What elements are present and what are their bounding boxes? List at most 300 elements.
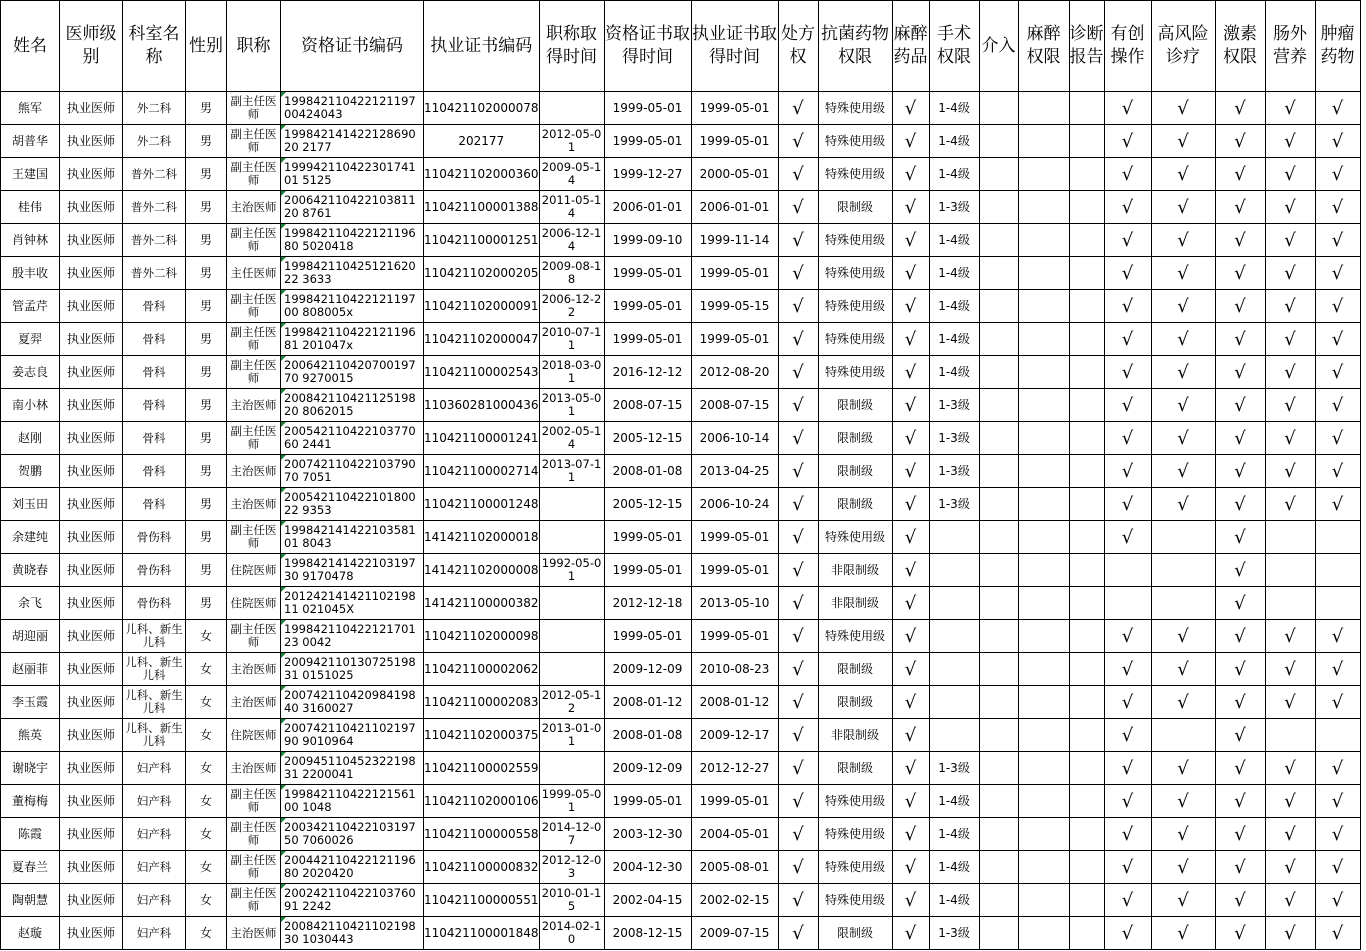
cell-parenteral: √ <box>1265 620 1315 653</box>
cell-rx: √ <box>778 290 818 323</box>
cell-invasive: √ <box>1104 686 1151 719</box>
cell-dept: 骨科 <box>123 290 186 323</box>
column-header-intervention: 介入 <box>979 1 1018 92</box>
cell-surgery <box>929 686 979 719</box>
cell-lic-date: 1999-11-14 <box>691 224 778 257</box>
cell-lic-date: 2008-07-15 <box>691 389 778 422</box>
cell-name: 陶朝慧 <box>1 884 60 917</box>
cell-invasive: √ <box>1104 191 1151 224</box>
cell-lic-date: 2012-08-20 <box>691 356 778 389</box>
cell-abx: 特殊使用级 <box>818 521 892 554</box>
cell-invasive: √ <box>1104 653 1151 686</box>
cell-sex: 女 <box>186 917 227 950</box>
cell-diag <box>1069 422 1104 455</box>
cell-title: 主任医师 <box>227 257 281 290</box>
cell-cert-date: 1999-05-01 <box>604 521 691 554</box>
cell-abx: 特殊使用级 <box>818 884 892 917</box>
cell-hormone: √ <box>1215 455 1265 488</box>
cell-title-date: 2006-12-14 <box>539 224 604 257</box>
cell-surgery: 1-4级 <box>929 818 979 851</box>
cell-anes-drug: √ <box>892 554 929 587</box>
column-header-hormone: 激素权限 <box>1215 1 1265 92</box>
cell-tumor: √ <box>1315 323 1360 356</box>
cell-diag <box>1069 356 1104 389</box>
cell-rx: √ <box>778 158 818 191</box>
cell-anes-drug: √ <box>892 752 929 785</box>
cell-rx: √ <box>778 488 818 521</box>
cell-dept: 骨科 <box>123 455 186 488</box>
cell-invasive: √ <box>1104 719 1151 752</box>
cell-diag <box>1069 488 1104 521</box>
cell-cert: 20084211042110219830 1030443 <box>281 917 424 950</box>
table-row <box>1 224 1361 257</box>
cell-hormone: √ <box>1215 785 1265 818</box>
table-row <box>1 257 1361 290</box>
cell-anes <box>1018 686 1069 719</box>
cell-parenteral: √ <box>1265 818 1315 851</box>
cell-diag <box>1069 818 1104 851</box>
cell-tumor: √ <box>1315 884 1360 917</box>
cell-highrisk: √ <box>1151 488 1215 521</box>
cell-cert-date: 2008-01-12 <box>604 686 691 719</box>
cell-highrisk: √ <box>1151 389 1215 422</box>
cell-diag <box>1069 521 1104 554</box>
cell-anes-drug: √ <box>892 92 929 125</box>
cell-anes-drug: √ <box>892 653 929 686</box>
cell-abx: 特殊使用级 <box>818 125 892 158</box>
cell-title: 主治医师 <box>227 917 281 950</box>
cell-anes-drug: √ <box>892 488 929 521</box>
cell-lic-date: 2013-05-10 <box>691 587 778 620</box>
cell-level: 执业医师 <box>60 752 123 785</box>
cell-invasive: √ <box>1104 917 1151 950</box>
cell-intervention <box>979 389 1018 422</box>
cell-title-date: 2009-08-18 <box>539 257 604 290</box>
cell-hormone: √ <box>1215 653 1265 686</box>
cell-highrisk: √ <box>1151 620 1215 653</box>
cell-cert: 20084211042112519820 8062015 <box>281 389 424 422</box>
cell-title-date: 2010-07-11 <box>539 323 604 356</box>
cell-lic-date: 2005-08-01 <box>691 851 778 884</box>
column-header-tumor: 肿瘤药物 <box>1315 1 1360 92</box>
cell-anes-drug: √ <box>892 158 929 191</box>
cell-tumor: √ <box>1315 785 1360 818</box>
cell-cert: 20074211042098419840 3160027 <box>281 686 424 719</box>
cell-cert: 20064211042070019770 9270015 <box>281 356 424 389</box>
cell-anes <box>1018 422 1069 455</box>
cell-abx: 非限制级 <box>818 554 892 587</box>
cell-diag <box>1069 719 1104 752</box>
cell-rx: √ <box>778 686 818 719</box>
cell-highrisk: √ <box>1151 290 1215 323</box>
cell-highrisk: √ <box>1151 785 1215 818</box>
cell-cert: 19984211042212119681 201047x <box>281 323 424 356</box>
cell-intervention <box>979 719 1018 752</box>
cell-parenteral: √ <box>1265 125 1315 158</box>
cell-abx: 限制级 <box>818 422 892 455</box>
cell-hormone: √ <box>1215 158 1265 191</box>
cell-title: 副主任医师 <box>227 356 281 389</box>
cell-anes-drug: √ <box>892 455 929 488</box>
cell-invasive: √ <box>1104 92 1151 125</box>
cell-sex: 女 <box>186 620 227 653</box>
cell-surgery <box>929 554 979 587</box>
cell-anes <box>1018 521 1069 554</box>
cell-highrisk: √ <box>1151 92 1215 125</box>
cell-anes-drug: √ <box>892 389 929 422</box>
cell-cert: 20044211042212119680 2020420 <box>281 851 424 884</box>
cell-surgery: 1-4级 <box>929 323 979 356</box>
cell-title-date: 2018-03-01 <box>539 356 604 389</box>
cell-dept: 骨伤科 <box>123 521 186 554</box>
cell-anes <box>1018 158 1069 191</box>
cell-lic-date: 2013-04-25 <box>691 455 778 488</box>
cell-lic: 110421100000551 <box>424 884 540 917</box>
cell-lic: 110421102000106 <box>424 785 540 818</box>
table-row <box>1 191 1361 224</box>
cell-level: 执业医师 <box>60 851 123 884</box>
cell-abx: 特殊使用级 <box>818 290 892 323</box>
cell-lic: 110421102000078 <box>424 92 540 125</box>
cell-highrisk: √ <box>1151 818 1215 851</box>
cell-anes <box>1018 884 1069 917</box>
cell-name: 桂伟 <box>1 191 60 224</box>
cell-intervention <box>979 257 1018 290</box>
cell-surgery: 1-3级 <box>929 488 979 521</box>
cell-lic-date: 2006-10-24 <box>691 488 778 521</box>
cell-surgery <box>929 653 979 686</box>
cell-title-date: 2013-07-11 <box>539 455 604 488</box>
cell-rx: √ <box>778 719 818 752</box>
cell-intervention <box>979 620 1018 653</box>
cell-lic-date: 2009-12-17 <box>691 719 778 752</box>
cell-cert-date: 1999-09-10 <box>604 224 691 257</box>
cell-invasive: √ <box>1104 323 1151 356</box>
column-header-sex: 性别 <box>186 1 227 92</box>
cell-hormone: √ <box>1215 752 1265 785</box>
cell-highrisk: √ <box>1151 323 1215 356</box>
cell-parenteral: √ <box>1265 488 1315 521</box>
cell-lic: 110421102000375 <box>424 719 540 752</box>
cell-hormone: √ <box>1215 224 1265 257</box>
column-header-rx: 处方权 <box>778 1 818 92</box>
cell-invasive: √ <box>1104 620 1151 653</box>
cell-abx: 非限制级 <box>818 719 892 752</box>
cell-sex: 女 <box>186 818 227 851</box>
cell-sex: 男 <box>186 422 227 455</box>
cell-cert: 19984214142210319730 9170478 <box>281 554 424 587</box>
cell-intervention <box>979 785 1018 818</box>
cell-anes-drug: √ <box>892 587 929 620</box>
cell-anes <box>1018 323 1069 356</box>
cell-cert-date: 2006-01-01 <box>604 191 691 224</box>
cell-diag <box>1069 257 1104 290</box>
cell-title-date <box>539 587 604 620</box>
cell-anes <box>1018 818 1069 851</box>
cell-level: 执业医师 <box>60 356 123 389</box>
cell-title: 主治医师 <box>227 389 281 422</box>
table-row <box>1 752 1361 785</box>
table-row <box>1 785 1361 818</box>
column-header-abx: 抗菌药物权限 <box>818 1 892 92</box>
cell-name: 熊军 <box>1 92 60 125</box>
cell-name: 姜志良 <box>1 356 60 389</box>
cell-highrisk: √ <box>1151 422 1215 455</box>
table-row <box>1 653 1361 686</box>
cell-title: 住院医师 <box>227 554 281 587</box>
cell-anes <box>1018 389 1069 422</box>
cell-intervention <box>979 818 1018 851</box>
cell-intervention <box>979 488 1018 521</box>
cell-lic: 110421102000047 <box>424 323 540 356</box>
cell-lic-date: 2012-12-27 <box>691 752 778 785</box>
cell-surgery: 1-3级 <box>929 917 979 950</box>
cell-hormone: √ <box>1215 917 1265 950</box>
cell-tumor: √ <box>1315 455 1360 488</box>
cell-invasive: √ <box>1104 356 1151 389</box>
cell-abx: 特殊使用级 <box>818 224 892 257</box>
cell-title-date: 2013-05-01 <box>539 389 604 422</box>
cell-highrisk: √ <box>1151 125 1215 158</box>
cell-invasive: √ <box>1104 290 1151 323</box>
cell-diag <box>1069 587 1104 620</box>
cell-sex: 男 <box>186 92 227 125</box>
cell-lic-date: 2006-10-14 <box>691 422 778 455</box>
cell-anes-drug: √ <box>892 323 929 356</box>
cell-surgery: 1-4级 <box>929 884 979 917</box>
cell-title: 主治医师 <box>227 191 281 224</box>
cell-cert: 19984211042212119680 5020418 <box>281 224 424 257</box>
cell-intervention <box>979 158 1018 191</box>
cell-dept: 妇产科 <box>123 884 186 917</box>
cell-parenteral: √ <box>1265 752 1315 785</box>
table-body <box>1 92 1361 950</box>
cell-anes <box>1018 587 1069 620</box>
cell-abx: 特殊使用级 <box>818 818 892 851</box>
cell-lic: 110421102000360 <box>424 158 540 191</box>
cell-title-date: 2006-12-22 <box>539 290 604 323</box>
cell-level: 执业医师 <box>60 257 123 290</box>
cell-surgery: 1-4级 <box>929 356 979 389</box>
cell-rx: √ <box>778 191 818 224</box>
cell-lic-date: 1999-05-01 <box>691 92 778 125</box>
cell-cert-date: 2008-01-08 <box>604 719 691 752</box>
cell-rx: √ <box>778 785 818 818</box>
header-row <box>1 1 1361 92</box>
cell-diag <box>1069 620 1104 653</box>
cell-invasive <box>1104 587 1151 620</box>
cell-lic-date: 2006-01-01 <box>691 191 778 224</box>
cell-name: 刘玉田 <box>1 488 60 521</box>
column-header-invasive: 有创操作 <box>1104 1 1151 92</box>
cell-sex: 女 <box>186 884 227 917</box>
cell-intervention <box>979 224 1018 257</box>
cell-abx: 特殊使用级 <box>818 851 892 884</box>
cell-lic-date: 2004-05-01 <box>691 818 778 851</box>
cell-anes-drug: √ <box>892 851 929 884</box>
column-header-diag: 诊断报告 <box>1069 1 1104 92</box>
cell-sex: 男 <box>186 521 227 554</box>
cell-diag <box>1069 125 1104 158</box>
cell-surgery: 1-3级 <box>929 752 979 785</box>
cell-lic: 110421100001251 <box>424 224 540 257</box>
cell-rx: √ <box>778 653 818 686</box>
cell-name: 王建国 <box>1 158 60 191</box>
cell-highrisk: √ <box>1151 356 1215 389</box>
cell-highrisk <box>1151 554 1215 587</box>
cell-intervention <box>979 422 1018 455</box>
cell-level: 执业医师 <box>60 224 123 257</box>
cell-level: 执业医师 <box>60 455 123 488</box>
cell-surgery <box>929 521 979 554</box>
cell-level: 执业医师 <box>60 785 123 818</box>
cell-anes-drug: √ <box>892 257 929 290</box>
cell-cert: 20074211042210379070 7051 <box>281 455 424 488</box>
cell-cert-date: 2005-12-15 <box>604 488 691 521</box>
cell-surgery: 1-4级 <box>929 851 979 884</box>
cell-invasive: √ <box>1104 224 1151 257</box>
cell-parenteral: √ <box>1265 257 1315 290</box>
cell-invasive: √ <box>1104 488 1151 521</box>
table-header <box>1 1 1361 92</box>
cell-anes <box>1018 356 1069 389</box>
cell-title: 副主任医师 <box>227 620 281 653</box>
cell-sex: 男 <box>186 257 227 290</box>
cell-title-date <box>539 653 604 686</box>
cell-name: 殷丰收 <box>1 257 60 290</box>
cell-tumor: √ <box>1315 191 1360 224</box>
cell-highrisk: √ <box>1151 455 1215 488</box>
cell-surgery <box>929 719 979 752</box>
cell-invasive: √ <box>1104 884 1151 917</box>
cell-surgery <box>929 620 979 653</box>
cell-highrisk <box>1151 587 1215 620</box>
cell-rx: √ <box>778 752 818 785</box>
cell-cert: 19984211042212119700 808005x <box>281 290 424 323</box>
cell-title: 副主任医师 <box>227 290 281 323</box>
table-row <box>1 521 1361 554</box>
cell-diag <box>1069 686 1104 719</box>
cell-name: 董梅梅 <box>1 785 60 818</box>
cell-diag <box>1069 917 1104 950</box>
cell-intervention <box>979 686 1018 719</box>
cell-dept: 儿科、新生儿科 <box>123 620 186 653</box>
cell-parenteral: √ <box>1265 323 1315 356</box>
cell-sex: 男 <box>186 224 227 257</box>
cell-surgery: 1-4级 <box>929 257 979 290</box>
cell-surgery: 1-3级 <box>929 389 979 422</box>
cell-lic: 202177 <box>424 125 540 158</box>
table-row <box>1 884 1361 917</box>
cell-cert: 19984214142212869020 2177 <box>281 125 424 158</box>
cell-anes-drug: √ <box>892 917 929 950</box>
cell-tumor: √ <box>1315 653 1360 686</box>
table-row <box>1 488 1361 521</box>
cell-diag <box>1069 752 1104 785</box>
cell-name: 余飞 <box>1 587 60 620</box>
cell-cert-date: 1999-05-01 <box>604 125 691 158</box>
cell-name: 余建纯 <box>1 521 60 554</box>
cell-lic: 110421102000098 <box>424 620 540 653</box>
cell-lic: 141421102000008 <box>424 554 540 587</box>
cell-highrisk: √ <box>1151 917 1215 950</box>
cell-level: 执业医师 <box>60 290 123 323</box>
cell-tumor: √ <box>1315 290 1360 323</box>
cell-anes <box>1018 191 1069 224</box>
cell-title-date: 2012-05-12 <box>539 686 604 719</box>
cell-cert-date: 1999-05-01 <box>604 323 691 356</box>
column-header-highrisk: 高风险诊疗 <box>1151 1 1215 92</box>
cell-lic: 110421100002062 <box>424 653 540 686</box>
cell-cert: 19994211042230174101 5125 <box>281 158 424 191</box>
cell-hormone: √ <box>1215 356 1265 389</box>
table-row <box>1 917 1361 950</box>
cell-parenteral: √ <box>1265 884 1315 917</box>
cell-intervention <box>979 125 1018 158</box>
cell-name: 胡迎丽 <box>1 620 60 653</box>
cell-tumor: √ <box>1315 818 1360 851</box>
cell-lic-date: 1999-05-15 <box>691 290 778 323</box>
cell-invasive: √ <box>1104 125 1151 158</box>
cell-title-date <box>539 92 604 125</box>
cell-cert-date: 1999-05-01 <box>604 257 691 290</box>
cell-surgery: 1-4级 <box>929 290 979 323</box>
cell-abx: 限制级 <box>818 455 892 488</box>
cell-cert: 20034211042210319750 7060026 <box>281 818 424 851</box>
cell-abx: 限制级 <box>818 752 892 785</box>
cell-dept: 妇产科 <box>123 785 186 818</box>
cell-highrisk <box>1151 719 1215 752</box>
cell-rx: √ <box>778 455 818 488</box>
cell-anes <box>1018 92 1069 125</box>
cell-lic-date: 2002-02-15 <box>691 884 778 917</box>
cell-title: 副主任医师 <box>227 521 281 554</box>
cell-lic: 110421100000832 <box>424 851 540 884</box>
cell-highrisk: √ <box>1151 257 1215 290</box>
cell-title-date <box>539 488 604 521</box>
cell-lic: 110421100002543 <box>424 356 540 389</box>
cell-rx: √ <box>778 92 818 125</box>
cell-anes-drug: √ <box>892 686 929 719</box>
cell-title-date: 2014-12-07 <box>539 818 604 851</box>
cell-anes-drug: √ <box>892 125 929 158</box>
cell-dept: 骨伤科 <box>123 587 186 620</box>
cell-hormone: √ <box>1215 521 1265 554</box>
cell-name: 胡普华 <box>1 125 60 158</box>
cell-anes <box>1018 719 1069 752</box>
table-row <box>1 620 1361 653</box>
cell-title: 副主任医师 <box>227 323 281 356</box>
cell-intervention <box>979 653 1018 686</box>
cell-dept: 骨伤科 <box>123 554 186 587</box>
cell-surgery <box>929 587 979 620</box>
cell-rx: √ <box>778 620 818 653</box>
cell-anes <box>1018 620 1069 653</box>
column-header-cert-date: 资格证书取得时间 <box>604 1 691 92</box>
cell-level: 执业医师 <box>60 125 123 158</box>
column-header-title-date: 职称取得时间 <box>539 1 604 92</box>
cell-hormone: √ <box>1215 620 1265 653</box>
cell-anes <box>1018 488 1069 521</box>
cell-rx: √ <box>778 389 818 422</box>
cell-title: 副主任医师 <box>227 785 281 818</box>
cell-rx: √ <box>778 125 818 158</box>
cell-name: 黄晓春 <box>1 554 60 587</box>
cell-diag <box>1069 290 1104 323</box>
cell-anes <box>1018 125 1069 158</box>
cell-anes-drug: √ <box>892 884 929 917</box>
cell-lic: 110421100002714 <box>424 455 540 488</box>
